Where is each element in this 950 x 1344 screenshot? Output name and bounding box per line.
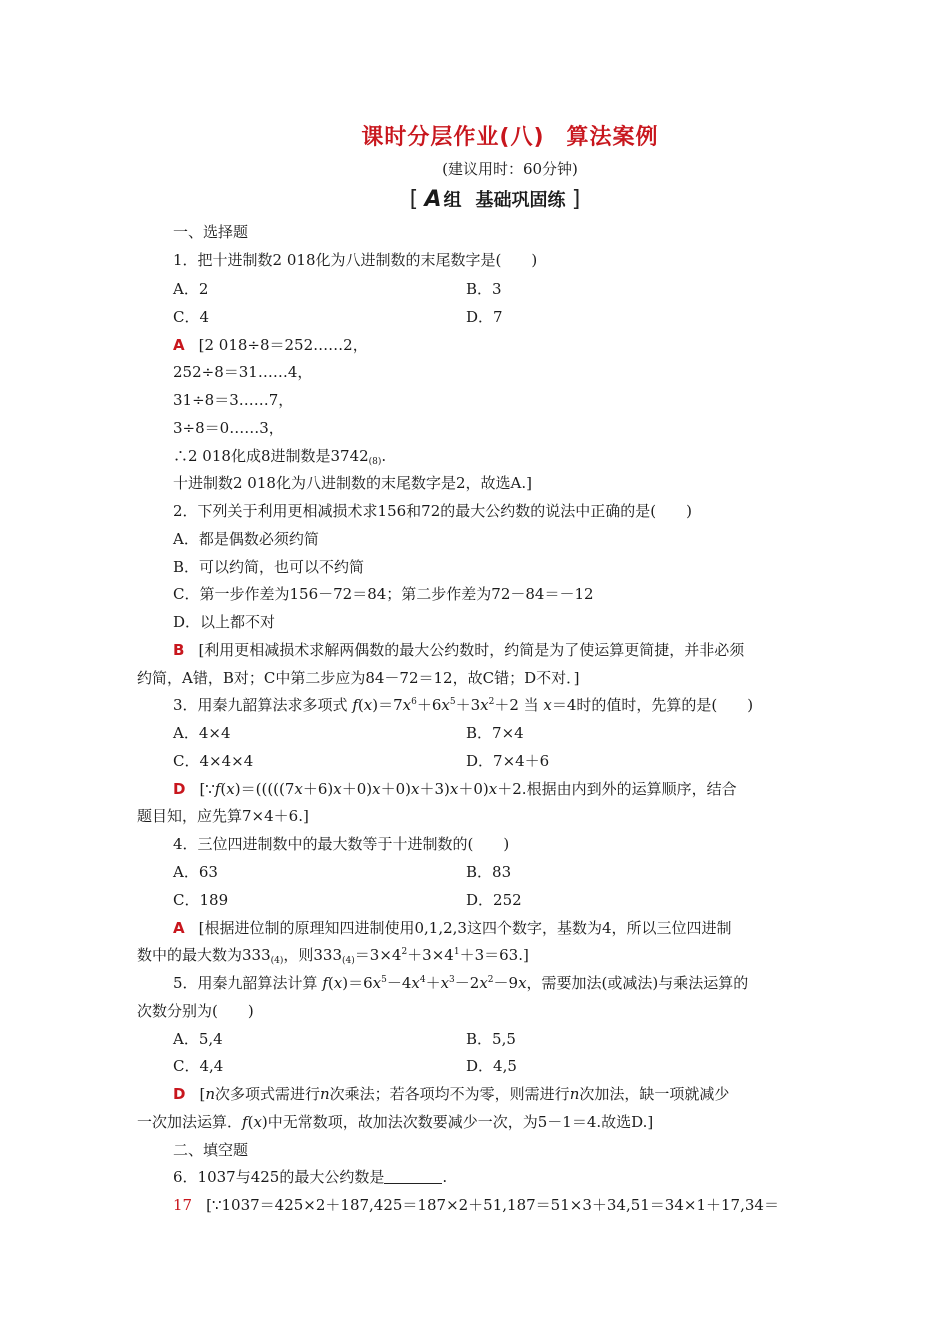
option-b: B．5,5 [466, 1030, 516, 1048]
answer-line: A [2 018÷8＝252……2， [173, 336, 368, 354]
option-c: C．4 [173, 308, 210, 326]
option-c: C．4×4×4 [173, 752, 254, 770]
answer-value: 17 [173, 1196, 193, 1214]
page-title: 课时分层作业(八) 算法案例 [361, 125, 659, 150]
answer-line: A [根据进位制的原理知四进制使用0,1,2,3这四个数字，基数为4，所以三位四进制 [173, 919, 732, 937]
question-stem: 5．用秦九韶算法计算 $f(x)=6x^5-4x^4+x^3-2x^2-9x$，需要加法(或减法)与乘法运算的 [173, 974, 749, 992]
question-stem: 3．用秦九韶算法求多项式 $f(x)=7x^6+6x^5+3x^2+2$ 当 x＝4时的值时，先算的是( ) [173, 696, 754, 714]
suggested-time: (建议用时：60分钟) [442, 160, 578, 178]
question-stem: 4．三位四进制数中的最大数等于十进制数的( ) [173, 835, 510, 853]
option-b: B．可以约简，也可以不约简 [173, 558, 365, 576]
option-b: B．7×4 [466, 724, 524, 742]
option-c: C．4,4 [173, 1057, 224, 1075]
solution-line: 31÷8＝3……7， [173, 391, 294, 409]
option-d: D．7 [466, 308, 503, 326]
option-d: D．7×4＋6 [466, 752, 550, 770]
option-a: A．4×4 [173, 724, 231, 742]
question-stem: 次数分别为( ) [137, 1002, 254, 1020]
option-a: A．2 [173, 280, 209, 298]
solution-line: 3÷8＝0……3， [173, 419, 284, 437]
question-stem: 6．1037与425的最大公约数是 . [173, 1168, 448, 1186]
solution-line: 数中的最大数为$333_{(4)}$，则$333_{(4)}=3\times 4^2+3\times 4^1+3=63$.] [137, 946, 529, 966]
answer-letter: B [173, 641, 185, 659]
option-c: C．189 [173, 891, 229, 909]
solution-line: 题目知，应先算7×4＋6.] [137, 807, 309, 825]
group-heading: [ A 组 基础巩固练 ] [409, 187, 581, 212]
solution-line: 一次加法运算．f(x)中无常数项，故加法次数要减少一次，为5－1＝4.故选D.] [137, 1113, 654, 1131]
option-a: A．63 [173, 863, 218, 881]
option-d: D．252 [466, 891, 522, 909]
answer-blank [384, 1169, 442, 1184]
solution-line: 252÷8＝31……4， [173, 363, 313, 381]
section-heading: 二、填空题 [173, 1141, 249, 1159]
answer-line: D [∵f(x)＝(((((7x＋6)x＋0)x＋0)x＋3)x＋0)x＋2.根据由内到外的运算顺序，结合 [173, 780, 737, 798]
section-heading: 一、选择题 [173, 223, 249, 241]
answer-line: D [n次多项式需进行n次乘法；若各项均不为零，则需进行n次加法，缺一项就减少 [173, 1085, 730, 1103]
answer-letter: A [173, 336, 185, 354]
answer-letter: A [173, 919, 185, 937]
option-d: D．以上都不对 [173, 613, 276, 631]
option-b: B．3 [466, 280, 502, 298]
question-stem: 2．下列关于利用更相减损术求156和72的最大公约数的说法中正确的是( ) [173, 502, 692, 520]
option-a: A．都是偶数必须约简 [173, 530, 319, 548]
solution-line: 约简，A错，B对；C中第二步应为84－72＝12，故C错；D不对．] [137, 669, 580, 687]
answer-letter: D [173, 1085, 186, 1103]
option-c: C．第一步作差为156－72＝84；第二步作差为72－84＝－12 [173, 585, 594, 603]
answer-line: 17 [∵1037＝425×2＋187,425＝187×2＋51,187＝51×3＋34,51＝34×1＋17,34＝ [173, 1196, 779, 1214]
option-a: A．5,4 [173, 1030, 223, 1048]
option-b: B．83 [466, 863, 512, 881]
answer-line: B [利用更相减损术求解两偶数的最大公约数时，约简是为了使运算更简捷，并非必须 [173, 641, 745, 659]
solution-line: 十进制数2 018化为八进制数的末尾数字是2，故选A.] [173, 474, 532, 492]
option-d: D．4,5 [466, 1057, 517, 1075]
solution-line: ∴2 018化成8进制数是$3742_{(8)}$. [173, 447, 387, 467]
question-stem: 1．把十进制数2 018化为八进制数的末尾数字是( ) [173, 251, 538, 269]
answer-letter: D [173, 780, 186, 798]
